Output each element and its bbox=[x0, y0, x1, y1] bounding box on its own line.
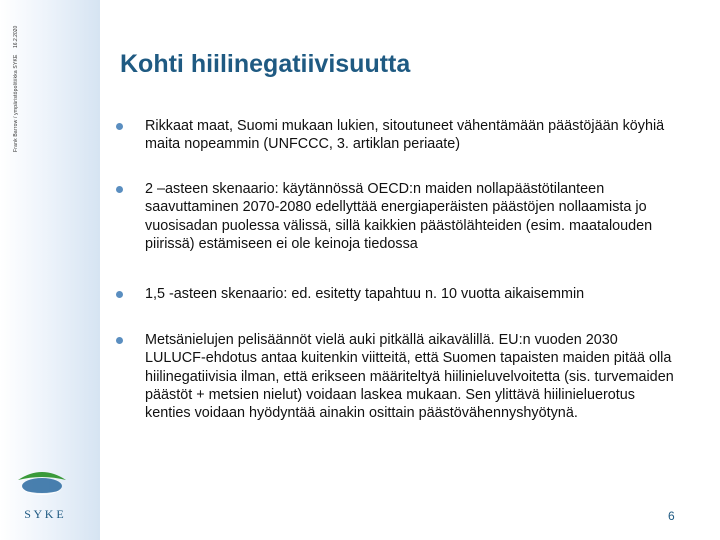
bullet-text: 2 –asteen skenaario: käytännössä OECD:n maiden nollapäästötilanteen saavuttaminen 2070-2080 edellyttää energiaperäisten päästöjen nollaamista jo vuosisadan puolessa välissä, sillä kaikkien päästölähteiden (esim. maatalouden piirissä) estämiseen ei ole keinoja tiedossa bbox=[145, 181, 653, 252]
bullet-dot-icon bbox=[116, 337, 123, 344]
bullet-dot-icon bbox=[116, 123, 123, 130]
bullet-text: Metsänielujen pelisäännöt vielä auki pitkällä aikavälillä. EU:n vuoden 2030 LULUCF-ehdotus antaa kuitenkin viitteitä, että Suomen tapaisten maiden pitää olla hiilinegatiivisia ilman, että erikseen määriteltyä hiilinieluvelvoitetta (sis. turvemaiden päästöt + metsien nielut) voidaan laskea mukaan. Sen ylittävä hiilinieluerotus kenties voidaan hyödyntää ainakin osittain päästövähennyshyötynä. bbox=[145, 332, 674, 422]
logo-text: S Y K E bbox=[24, 507, 64, 521]
bullet-item bbox=[112, 180, 680, 253]
bullet-text: Rikkaat maat, Suomi mukaan lukien, sitoutuneet vähentämään päästöjään köyhiä maita nopeammin (UNFCCC, 3. artiklan periaate) bbox=[145, 118, 665, 153]
sidebar-date: 16.2.2020 bbox=[13, 25, 19, 48]
bullet-dot-icon bbox=[116, 186, 123, 193]
slide-title: Kohti hiilinegatiivisuutta bbox=[120, 50, 411, 78]
syke-logo bbox=[10, 466, 78, 526]
sidebar-vertical-text: Frank Barrow / ympäristöpolitiikka SYKE bbox=[13, 54, 19, 152]
bullet-item bbox=[112, 285, 680, 303]
bullet-item bbox=[112, 117, 680, 154]
bullet-item bbox=[112, 331, 680, 422]
bullet-text: 1,5 -asteen skenaario: ed. esitetty tapahtuu n. 10 vuotta aikaisemmin bbox=[145, 286, 585, 302]
page-number: 6 bbox=[668, 509, 675, 523]
bullet-dot-icon bbox=[116, 291, 123, 298]
